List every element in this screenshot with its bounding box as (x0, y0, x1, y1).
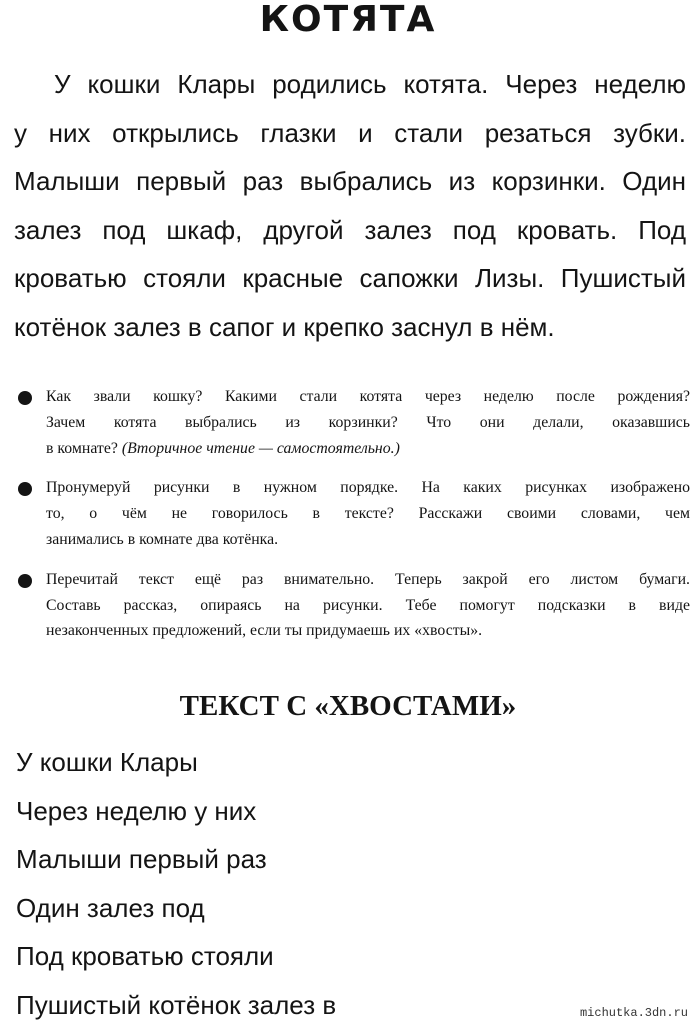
story-text (14, 60, 686, 352)
question-line: Перечитай текст ещё раз внимательно. Теперь закрой его листом бумаги. (46, 570, 690, 588)
question-line: незаконченных предложений, если ты придумаешь их «хвосты». (46, 622, 483, 640)
question-line: Как звали кошку? Какими стали котята через неделю после рождения? (46, 388, 690, 405)
bullet-icon (18, 391, 32, 405)
bullet-icon (18, 574, 32, 588)
section-heading: ТЕКСТ С «ХВОСТАМИ» (179, 690, 517, 722)
tail-line: Через неделю у них (16, 795, 257, 826)
reading-note: (Вторичное чтение — самостоятельно.) (121, 439, 400, 457)
bullet-icon (18, 482, 32, 496)
page-title: КОТЯТА (259, 0, 437, 40)
tail-line: Пушистый котёнок залез в (16, 989, 337, 1020)
tails-list (16, 738, 616, 1030)
questions-list (16, 384, 690, 658)
question-item (16, 567, 690, 644)
question-line: занимались в комнате два котёнка. (46, 530, 279, 548)
tail-line: Один залез под (16, 892, 205, 923)
question-line: Составь рассказ, опираясь на рисунки. Тебе помогут подсказки в виде (46, 596, 690, 614)
question-text: в комнате? (46, 439, 118, 457)
tail-line: У кошки Клары (16, 747, 198, 777)
question-item (16, 475, 690, 552)
question-item (16, 384, 690, 461)
tail-line: Малыши первый раз (16, 844, 267, 875)
story-line: кроватью стояли красные сапожки Лизы. Пушистый (14, 263, 686, 294)
tail-line: Под кроватью стояли (16, 941, 274, 972)
question-line (46, 436, 690, 462)
watermark: michutka.3dn.ru (579, 1006, 688, 1020)
question-line: Пронумеруй рисунки в нужном порядке. На каких рисунках изображено (46, 479, 690, 497)
question-line: Зачем котята выбрались из корзинки? Что они делали, оказавшись (46, 413, 690, 431)
story-line: у них открылись глазки и стали резаться зубки. (14, 117, 686, 148)
story-line: У кошки Клары родились котята. Через неделю (54, 69, 686, 99)
question-line: то, о чём не говорилось в тексте? Расскажи своими словами, чем (46, 505, 690, 523)
story-line: котёнок залез в сапог и крепко заснул в нём. (14, 311, 555, 342)
story-line: залез под шкаф, другой залез под кровать. Под (14, 214, 686, 245)
story-line: Малыши первый раз выбрались из корзинки. Один (14, 166, 686, 197)
